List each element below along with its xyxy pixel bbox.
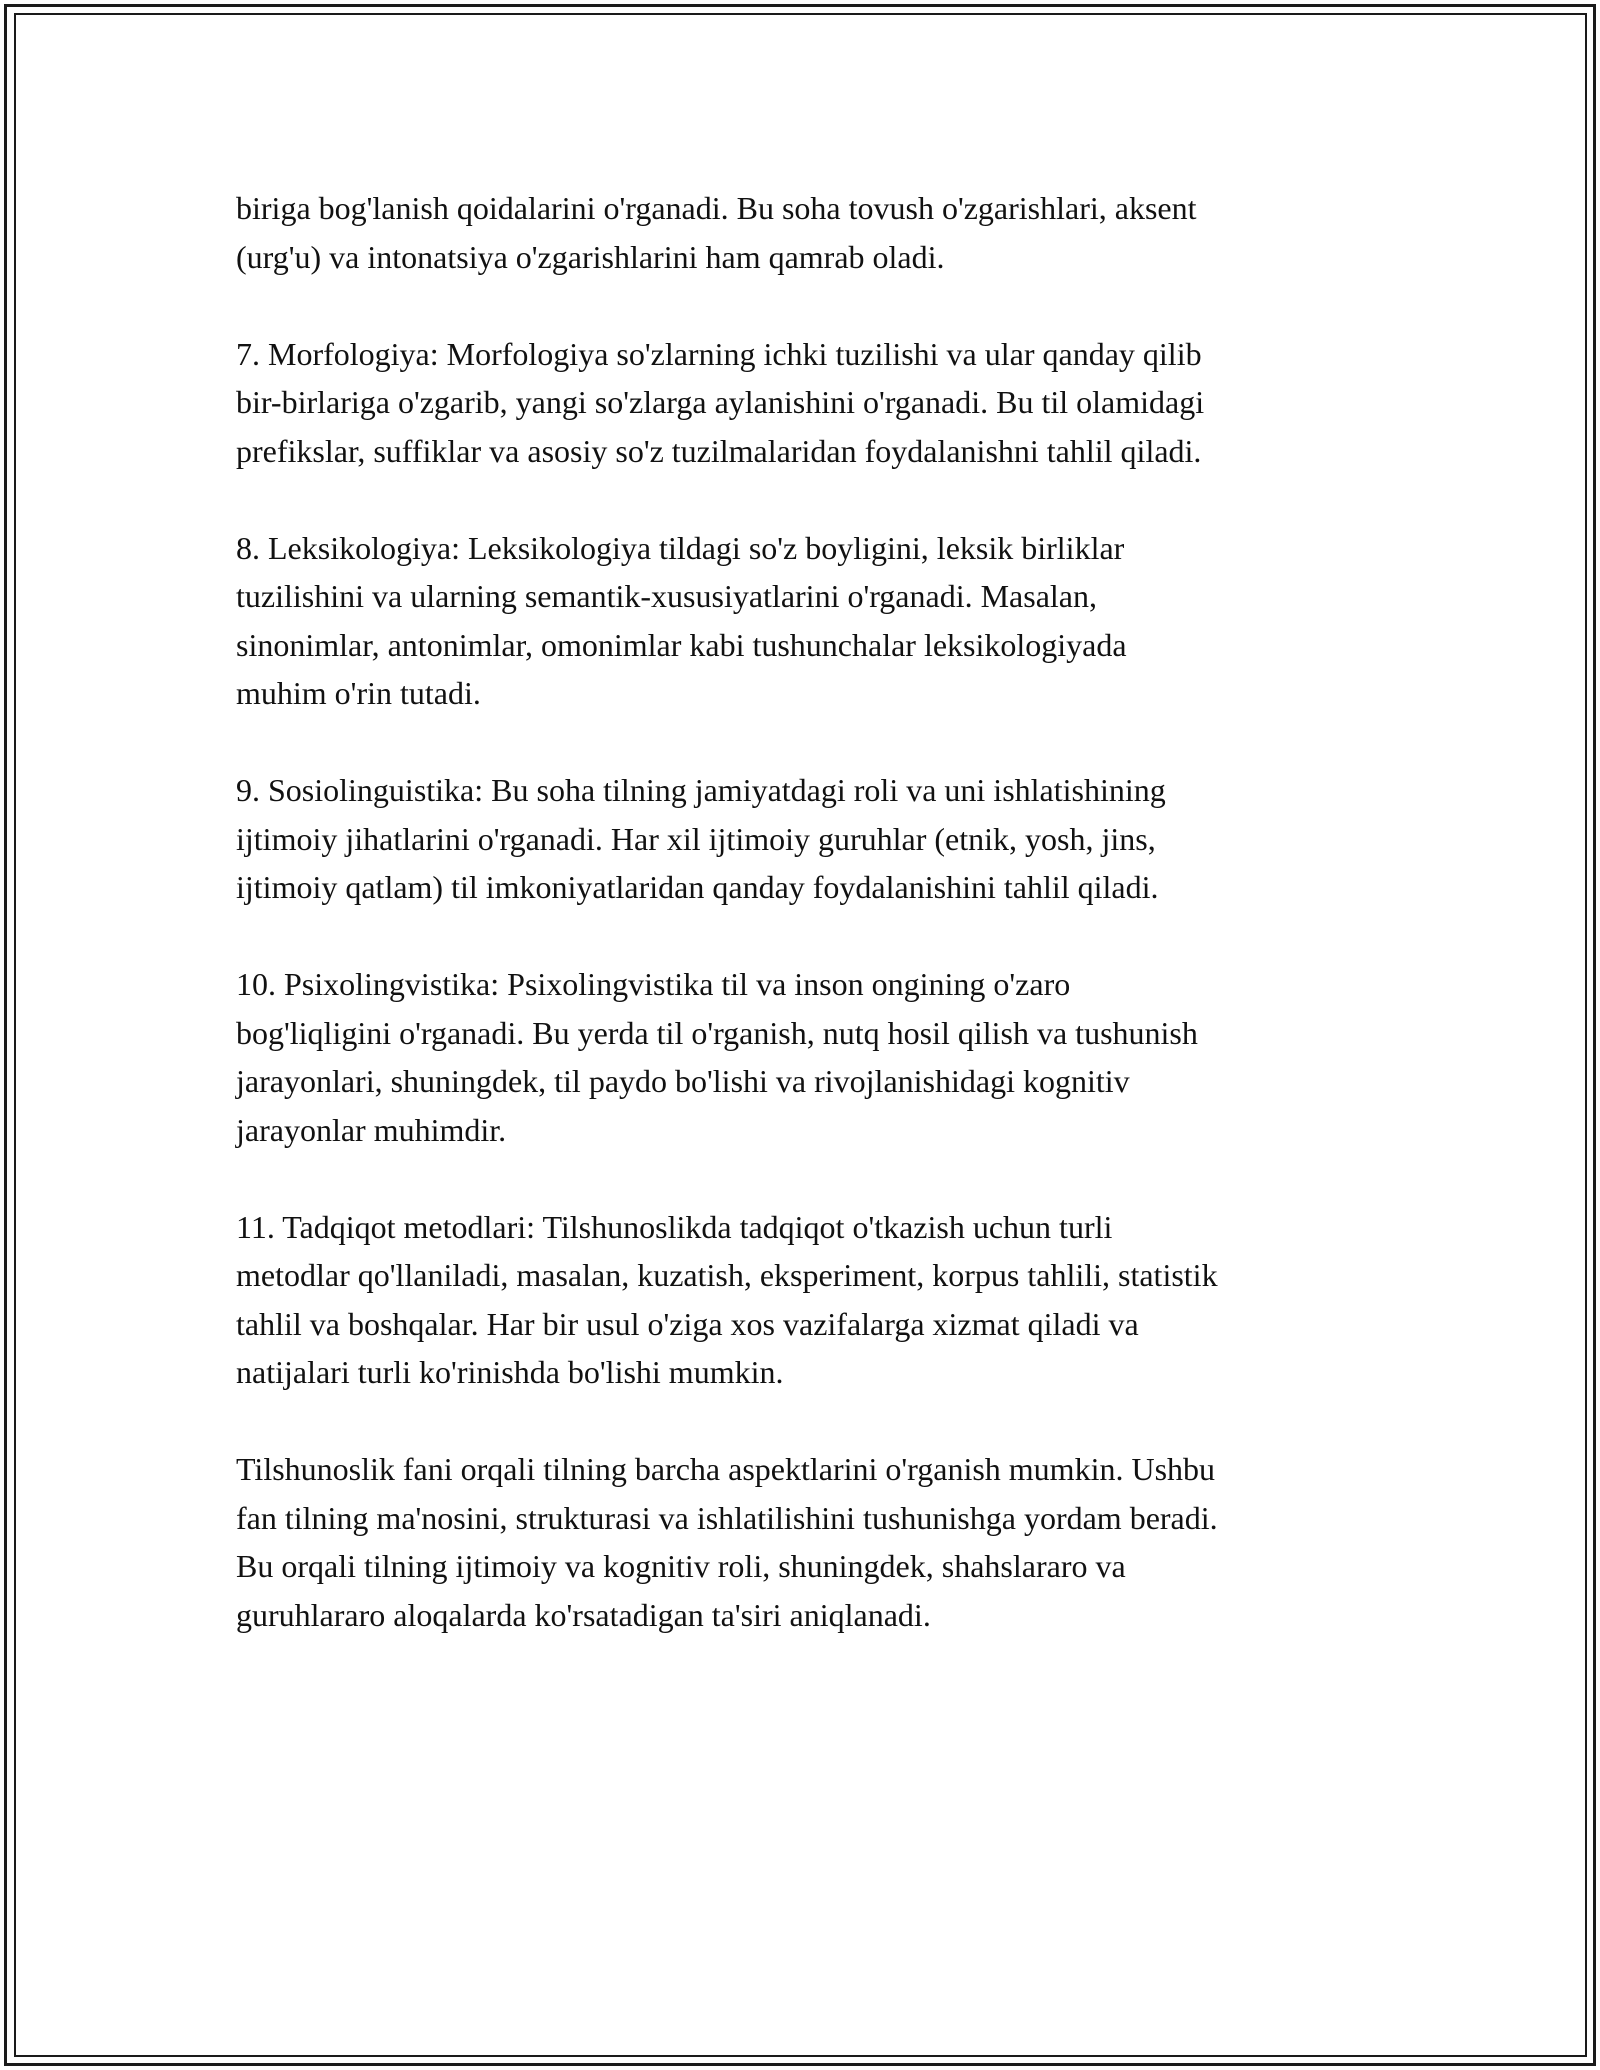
document-body bbox=[236, 184, 1366, 1688]
paragraph-research-methods: 11. Tadqiqot metodlari: Tilshunoslikda tadqiqot o'tkazish uchun turli metodlar qo'llaniladi, masalan, kuzatish, eksperiment, korpus tahlili, statistik tahlil va boshqalar. Har bir usul o'ziga xos vazifalarga xizmat qiladi va natijalari turli ko'rinishda bo'lishi mumkin. bbox=[236, 1208, 1218, 1390]
paragraph-phonetics-continuation: biriga bog'lanish qoidalarini o'rganadi. Bu soha tovush o'zgarishlari, aksent (urg'u) va intonatsiya o'zgarishlarini ham qamrab oladi. bbox=[236, 190, 1197, 275]
paragraph-morphology: 7. Morfologiya: Morfologiya so'zlarning ichki tuzilishi va ular qanday qilib bir-birlariga o'zgarib, yangi so'zlarga aylanishini o'rganadi. Bu til olamidagi prefikslar, suffiklar va asosiy so'z tuzilmalaridan foydalanishni tahlil qiladi. bbox=[236, 335, 1205, 469]
paragraph-sociolinguistics: 9. Sosiolinguistika: Bu soha tilning jamiyatdagi roli va uni ishlatishining ijtimoiy jihatlarini o'rganadi. Har xil ijtimoiy guruhlar (etnik, yosh, jins, ijtimoiy qatlam) til imkoniyatlaridan qanday foydalanishini tahlil qiladi. bbox=[236, 772, 1166, 905]
paragraph-psycholinguistics: 10. Psixolingvistika: Psixolingvistika til va inson ongining o'zaro bog'liqligini o'rganadi. Bu yerda til o'rganish, nutq hosil qilish va tushunish jarayonlari, shuningdek, til paydo bo'lishi va rivojlanishidagi kognitiv jarayonlar muhimdir. bbox=[236, 966, 1198, 1148]
paragraph-conclusion: Tilshunoslik fani orqali tilning barcha aspektlarini o'rganish mumkin. Ushbu fan tilning ma'nosini, strukturasi va ishlatilishini tushunishga yordam beradi. Bu orqali tilning ijtimoiy va kognitiv roli, shuningdek, shahslararo va guruhlararo aloqalarda ko'rsatadigan ta'siri aniqlanadi. bbox=[236, 1451, 1218, 1633]
paragraph-lexicology: 8. Leksikologiya: Leksikologiya tildagi so'z boyligini, leksik birliklar tuzilishini va ularning semantik-xususiyatlarini o'rganadi. Masalan, sinonimlar, antonimlar, omonimlar kabi tushunchalar leksikologiyada muhim o'rin tutadi. bbox=[236, 529, 1127, 711]
